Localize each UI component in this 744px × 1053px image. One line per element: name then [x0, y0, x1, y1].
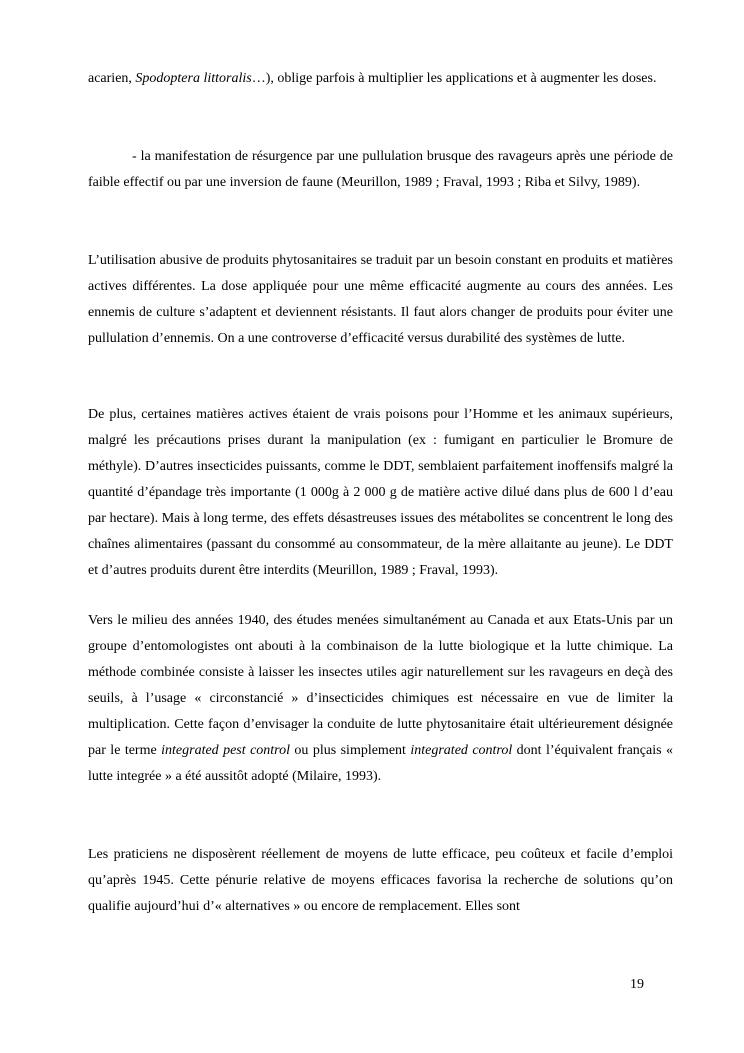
paragraph-integrated-control [88, 608, 673, 790]
paragraph-resurgence [88, 144, 673, 196]
text-segment: L’utilisation abusive de produits phytosanitaires se traduit par un besoin constant en produits et matières actives différentes. La dose appliquée pour une même efficacité augmente au cours des années. Les ennemis de culture s’adaptent et deviennent résistants. Il faut alors changer de produits pour éviter une pullulation d’ennemis. On a une controverse d’efficacité versus durabilité des systèmes de lutte. [88, 253, 673, 346]
page-number: 19 [630, 977, 644, 992]
text-segment: De plus, certaines matières actives étaient de vrais poisons pour l’Homme et les animaux supérieurs, malgré les précautions prises durant la manipulation (ex : fumigant en particulier le Bromure de méthyle). D’autres insecticides puissants, comme le DDT, semblaient parfaitement inoffensifs malgré la quantité d’épandage très importante (1 000g à 2 000 g de matière active dilué dans plus de 600 l d’eau par hectare). Mais à long terme, des effets désastreuses issues des métabolites se concentrent le long des chaînes alimentaires (passant du consommé au consommateur, de la mère allaitante au jeune). Le DDT et d’autres produits durent être interdits (Meurillon, 1989 ; Fraval, 1993). [88, 407, 673, 578]
text-segment: …), oblige parfois à multiplier les applications et à augmenter les doses. [251, 71, 657, 86]
text-segment: Les praticiens ne disposèrent réellement de moyens de lutte efficace, peu coûteux et facile d’emploi qu’après 1945. Cette pénurie relative de moyens efficaces favorisa la recherche de solutions qu’on qualifie aujourd’hui d’« alternatives » ou encore de remplacement. Elles sont [88, 847, 673, 914]
text-segment: - la manifestation de résurgence par une pullulation brusque des ravageurs après une période de faible effectif ou par une inversion de faune (Meurillon, 1989 ; Fraval, 1993 ; Riba et Silvy, 1989). [88, 149, 673, 190]
italic-term: integrated pest control [161, 743, 290, 758]
text-segment: Vers le milieu des années 1940, des études menées simultanément au Canada et aux Etats-Unis par un groupe d’entomologistes ont abouti à la combinaison de la lutte biologique et la lutte chimique. La méthode combinée consiste à laisser les insectes utiles agir naturellement sur les ravageurs en deçà des seuils, à l’usage « circonstancié » d’insecticides chimiques est nécessaire en vue de limiter la multiplication. Cette façon d’envisager la conduite de lutte phytosanitaire était ultérieurement désignée par le terme [88, 613, 673, 758]
paragraph-poisons [88, 402, 673, 584]
paragraph-continuation [88, 66, 673, 92]
paragraph-practitioners [88, 842, 673, 920]
italic-term: integrated control [410, 743, 513, 758]
text-segment: acarien, [88, 71, 136, 86]
text-segment: dont l’équivalent français « lutte integrée » a été aussitôt adopté (Milaire, 1993). [88, 743, 673, 784]
italic-species-name: Spodoptera littoralis [135, 71, 252, 86]
paragraph-abusive-use [88, 248, 673, 352]
text-segment: ou plus simplement [290, 743, 411, 758]
